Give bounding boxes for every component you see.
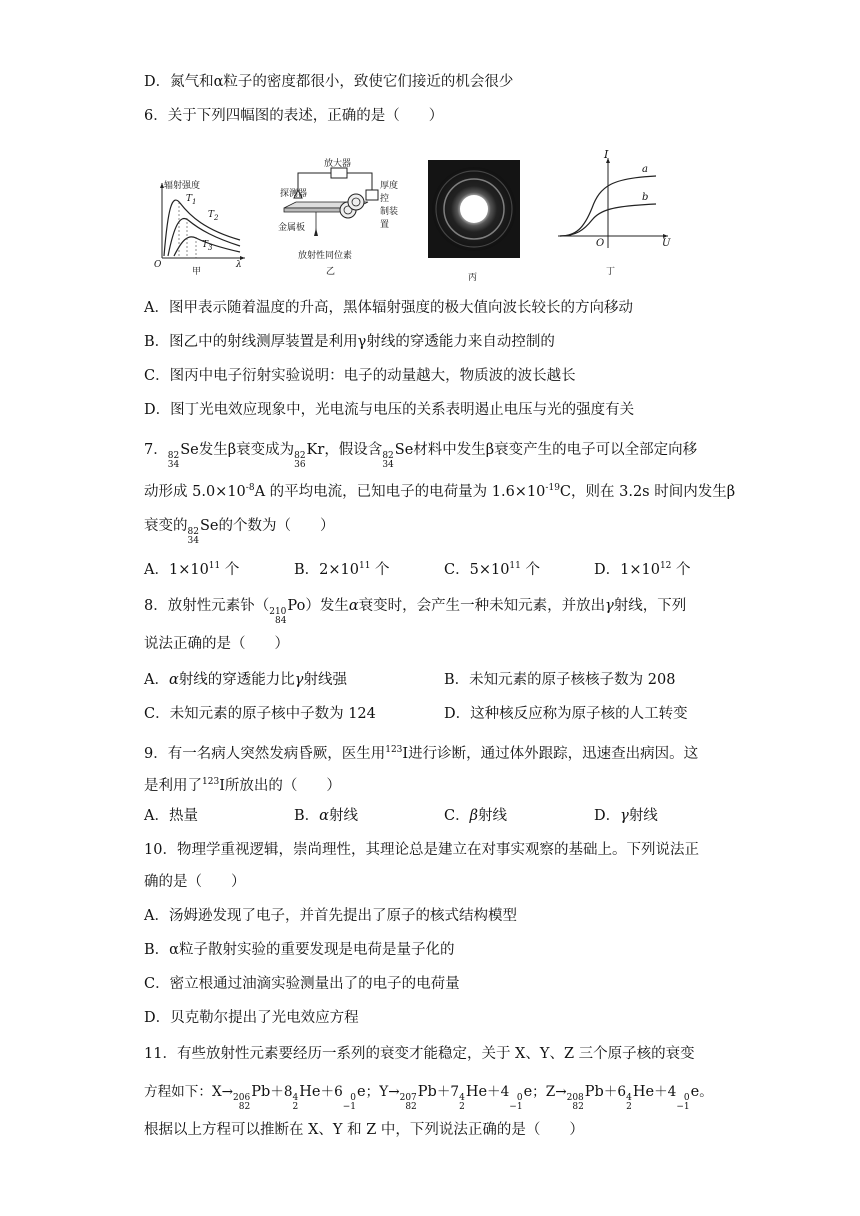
q10-line2: 确的是（ ）	[144, 874, 246, 890]
bing-caption: 丙	[468, 273, 478, 283]
ding-origin: O	[596, 238, 605, 249]
electron-x: 0 −1 e	[342, 1084, 366, 1112]
q11-line2: 方程如下：X→ 206 82 Pb＋8 4 2 He＋6 0 −1 e；Y→ 207 82 Pb＋7 4 2 He＋4 0 −1 e；Z→ 208 82 Pb＋6 4 2 He＋4 0 −1 e。	[144, 1084, 713, 1112]
ding-label-a: a	[642, 164, 648, 175]
q7-option-c: C．$5\times 10^{11}$ 个	[444, 561, 540, 578]
q10-option-a: A．汤姆逊发现了电子，并首先提出了原子的核式结构模型	[144, 908, 517, 924]
nuclide-he4-x: 4 2 He	[292, 1084, 321, 1112]
q8-option-c: C．未知元素的原子核中子数为 124	[144, 706, 376, 722]
jia-ylabel: 辐射强度	[164, 181, 201, 191]
nuclide-pb208: 208 82 Pb	[566, 1084, 604, 1112]
q10-option-b: B．α粒子散射实验的重要发现是电荷是量子化的	[144, 942, 455, 958]
q10-option-d: D．贝克勒尔提出了光电效应方程	[144, 1010, 359, 1026]
nuclide-po210: 210 84 Po	[269, 598, 306, 626]
nuclide-pb206: 206 82 Pb	[233, 1084, 271, 1112]
jia-t2: $T_2$	[208, 210, 219, 222]
ding-ylabel: I	[604, 148, 609, 161]
q11-line1: 11．有些放射性元素要经历一系列的衰变才能稳定，关于 X、Y、Z 三个原子核的衰变	[144, 1046, 695, 1062]
q11-line3: 根据以上方程可以推断在 X、Y 和 Z 中，下列说法正确的是（ ）	[144, 1122, 584, 1138]
electron-y: 0 −1 e	[509, 1084, 533, 1112]
q9-line2: 是利用了$^{123}$I所放出的（ ）	[144, 777, 341, 794]
jia-caption: 甲	[192, 267, 202, 277]
q9-option-b: B．α射线	[294, 808, 358, 824]
q8-option-a: A．α射线的穿透能力比γ射线强	[144, 672, 347, 688]
yi-thickness-control: 厚度控 制装置	[380, 181, 399, 230]
q6-option-d: D．图丁光电效应现象中，光电流与电压的关系表明遏止电压与光的强度有关	[144, 402, 635, 418]
q5-option-d: D．氮气和α粒子的密度都很小，致使它们接近的机会很少	[144, 74, 514, 90]
yi-amplifier: 放大器	[324, 159, 352, 169]
q9-option-d: D．γ射线	[594, 808, 658, 824]
q9-option-c: C．β射线	[444, 808, 507, 824]
jia-xlabel: λ	[236, 260, 242, 270]
q9-line1: 9．有一名病人突然发病昏厥，医生用$^{123}$I进行诊断，通过体外跟踪，迅速查出病因。这	[144, 745, 699, 762]
jia-t1: $T_1$	[186, 194, 197, 206]
yi-detector: 探测器	[280, 189, 308, 199]
yi-metal-plate: 金属板	[278, 223, 306, 233]
q7-line2: 动形成 $5.0\times 10^{-8}A$ 的平均电流，已知电子的电荷量为 $1.6\times 10^{-19}C$，则在 3.2s 时间内发生β	[144, 483, 736, 500]
q7-line3: 衰变的 82 34 Se的个数为（ ）	[144, 518, 335, 546]
nuclide-se82: 82 34 Se	[167, 442, 199, 470]
q7-option-b: B．$2\times 10^{11}$ 个	[294, 561, 390, 578]
figure-ding	[556, 148, 676, 277]
ding-caption: 丁	[606, 267, 616, 277]
nuclide-he4-z: 4 2 He	[626, 1084, 655, 1112]
q10-option-c: C．密立根通过油滴实验测量出了的电子的电荷量	[144, 976, 460, 992]
q10-line1: 10．物理学重视逻辑，崇尚理性，其理论总是建立在对事实观察的基础上。下列说法正	[144, 842, 699, 858]
q8-option-b: B．未知元素的原子核核子数为 208	[444, 672, 676, 688]
figure-yi	[276, 148, 406, 277]
nuclide-pb207: 207 82 Pb	[399, 1084, 437, 1112]
q8-option-d: D．这种核反应称为原子核的人工转变	[444, 706, 688, 722]
figure-jia	[150, 148, 250, 277]
q8-line1: 8．放射性元素钋（ 210 84 Po）发生α衰变时，会产生一种未知元素，并放出γ射线，下列	[144, 598, 687, 626]
jia-t3: $T_3$	[202, 240, 213, 252]
nuclide-he4-y: 4 2 He	[459, 1084, 488, 1112]
nuclide-se82-3: 82 34 Se	[187, 518, 219, 546]
q6-option-b: B．图乙中的射线测厚装置是利用γ射线的穿透能力来自动控制的	[144, 334, 555, 350]
yi-caption: 乙	[326, 267, 336, 277]
nuclide-kr82: 82 36 Kr	[294, 442, 325, 470]
q6-option-c: C．图丙中电子衍射实验说明：电子的动量越大，物质波的波长越长	[144, 368, 576, 384]
figure-bing	[428, 160, 520, 283]
yi-isotope: 放射性同位素	[298, 251, 353, 261]
electron-z: 0 −1 e	[676, 1084, 700, 1112]
q6-option-a: A．图甲表示随着温度的升高，黑体辐射强度的极大值向波长较长的方向移动	[144, 300, 633, 316]
q9-option-a: A．热量	[144, 808, 198, 824]
jia-origin: O	[154, 260, 162, 270]
q7-option-a: A．$1\times 10^{11}$ 个	[144, 561, 240, 578]
q8-line2: 说法正确的是（ ）	[144, 636, 289, 652]
ding-label-b: b	[642, 192, 649, 203]
q6-stem: 6．关于下列四幅图的表述，正确的是（ ）	[144, 108, 444, 124]
q7-option-d: D．$1\times 10^{12}$ 个	[594, 561, 691, 578]
q7-line1: 7． 82 34 Se发生β衰变成为 82 36 Kr，假设含 82 34 Se材料中发生β衰变产生的电子可以全部定向移	[144, 442, 698, 470]
ding-xlabel: U	[662, 238, 671, 249]
nuclide-se82-2: 82 34 Se	[382, 442, 414, 470]
